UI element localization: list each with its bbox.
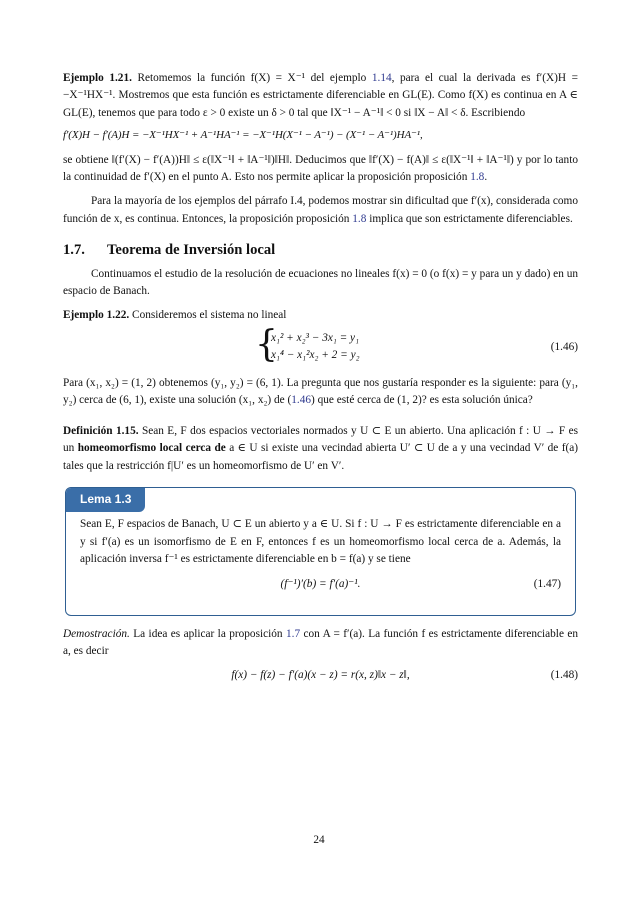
ref-link[interactable]: 1.8 [470, 171, 485, 184]
proof-label: Demostración. [63, 627, 130, 640]
example-label: Ejemplo 1.22. [63, 309, 130, 322]
definition-text: Sean E, F dos espacios vectoriales normados y U ⊂ E un abierto. Una aplicación f : U → F es un [63, 424, 579, 455]
example-1-22 [63, 307, 578, 324]
ref-link[interactable]: 1.8 [352, 212, 367, 225]
definition-term: homeomorfismo local cerca de [77, 442, 226, 455]
paragraph-text: Para (x₁, x₂) = (1, 2) obtenemos (y₁, y₂) = (6, 1). La pregunta que nos gustaría responder es la siguiente: para (y₁, y₂) cerca de (6, 1), existe una solución (x₁, x₂) de ( [63, 376, 578, 407]
section-number: 1.7. [63, 242, 85, 259]
section-heading [63, 242, 578, 259]
equation-number: (1.46) [550, 340, 578, 353]
paragraph-after-formula [63, 152, 578, 187]
example-text: Consideremos el sistema no lineal [132, 309, 287, 322]
example-1-21 [63, 70, 578, 122]
ref-link[interactable]: 1.7 [285, 627, 301, 640]
proof-formula [63, 667, 578, 691]
formula-text: f(x) − f(z) − f′(a)(x − z) = r(x, z)‖x − z‖, [231, 669, 410, 682]
paragraph-majority [63, 193, 578, 228]
definition-text-end: a ∈ U si existe una vecindad abierta U′ ⊂ U de a y una vecindad V′ de f(a) tales que la restricción f|U′ es un homeomorfismo de U′ en V′. [63, 442, 578, 472]
paragraph-text: Para la mayoría de los ejemplos del párrafo I.4, podemos mostrar sin dificultad que f′(x), considerada como función de x, es continua. Entonces, la proposición proposición [63, 195, 578, 225]
proof-text-end: con A = f′(a). La función f es estrictamente diferenciable en a, es decir [63, 627, 579, 657]
paragraph-intro: Continuamos el estudio de la resolución de ecuaciones no lineales f(x) = 0 (o f(x) = y para un y dado) en un espacio de Banach. [63, 267, 578, 298]
lemma-box [65, 487, 576, 616]
equation-number: (1.47) [533, 577, 561, 590]
paragraph-text-end: implica que son estrictamente diferenciables. [366, 212, 573, 225]
system-row-2: x₁⁴ − x₁²x₂ + 2 = y₂ [271, 348, 360, 361]
section-title: Teorema de Inversión local [107, 242, 276, 259]
system-row-1: x₁² + x₂³ − 3x₁ = y₁ [271, 331, 360, 344]
definition-1-15 [63, 423, 578, 475]
page-content [63, 70, 578, 698]
ref-link[interactable]: 1.46 [291, 394, 312, 407]
proof-text: La idea es aplicar la proposición [133, 627, 286, 640]
example-text: Retomemos la función f(X) = X⁻¹ del ejemplo [137, 72, 372, 84]
ref-link[interactable]: 1.14 [371, 72, 392, 84]
page-number: 24 [313, 834, 325, 846]
lemma-title: Lema 1.3 [66, 488, 145, 512]
formula-main: f′(X)H − f′(A)H = −X⁻¹HX⁻¹ + A⁻¹HA⁻¹ = −X⁻¹H(X⁻¹ − A⁻¹) − (X⁻¹ − A⁻¹)HA⁻¹, [63, 129, 423, 142]
brace-symbol: { [255, 323, 278, 365]
paragraph-question [63, 375, 578, 410]
equation-number: (1.48) [550, 669, 578, 682]
example-text-cont: , para el cual la derivada es f′(X)H = −X⁻¹HX⁻¹. Mostremos que esta función es estrictamente diferenciable en GL(E). Como f(X) es continua en A ∈ GL(E), tenemos que para todo ε > 0 existe un δ > 0 tal que ‖X⁻¹ − A⁻¹‖ < 0 si ‖X − A‖ < δ. Escribiendo [63, 72, 578, 119]
lemma-text: Sean E, F espacios de Banach, U ⊂ E un abierto y a ∈ U. Si f : U → F es estrictamente diferenciable en a y si f′(a) es un isomorfismo de E en F, entonces f es un homeomorfismo local cerca de a. Además, la aplicación inversa f⁻¹ es estrictamente diferenciable en b = f(a) y se tiene [80, 518, 561, 566]
equation-system [63, 323, 578, 369]
paragraph-text: se obtiene ‖(f′(X) − f′(A))H‖ ≤ ε(‖X⁻¹‖ + ‖A⁻¹‖)‖H‖. Deducimos que ‖f′(X) − f(A)‖ ≤ ε(‖X⁻¹‖ + ‖A⁻¹‖) y por lo tanto la continuidad de f′(X) en el punto A. Esto nos permite aplicar la proposición proposición [63, 153, 578, 184]
proof [63, 626, 578, 661]
example-label: Ejemplo 1.21. [63, 72, 132, 84]
paragraph-text-end: ) que esté cerca de (1, 2)? es esta solución única? [311, 394, 533, 407]
formula-text: (f⁻¹)′(b) = f′(a)⁻¹. [280, 577, 361, 590]
lemma-formula [80, 576, 561, 600]
paragraph-text-end: . [484, 171, 488, 184]
definition-label: Definición 1.15. [63, 424, 139, 437]
